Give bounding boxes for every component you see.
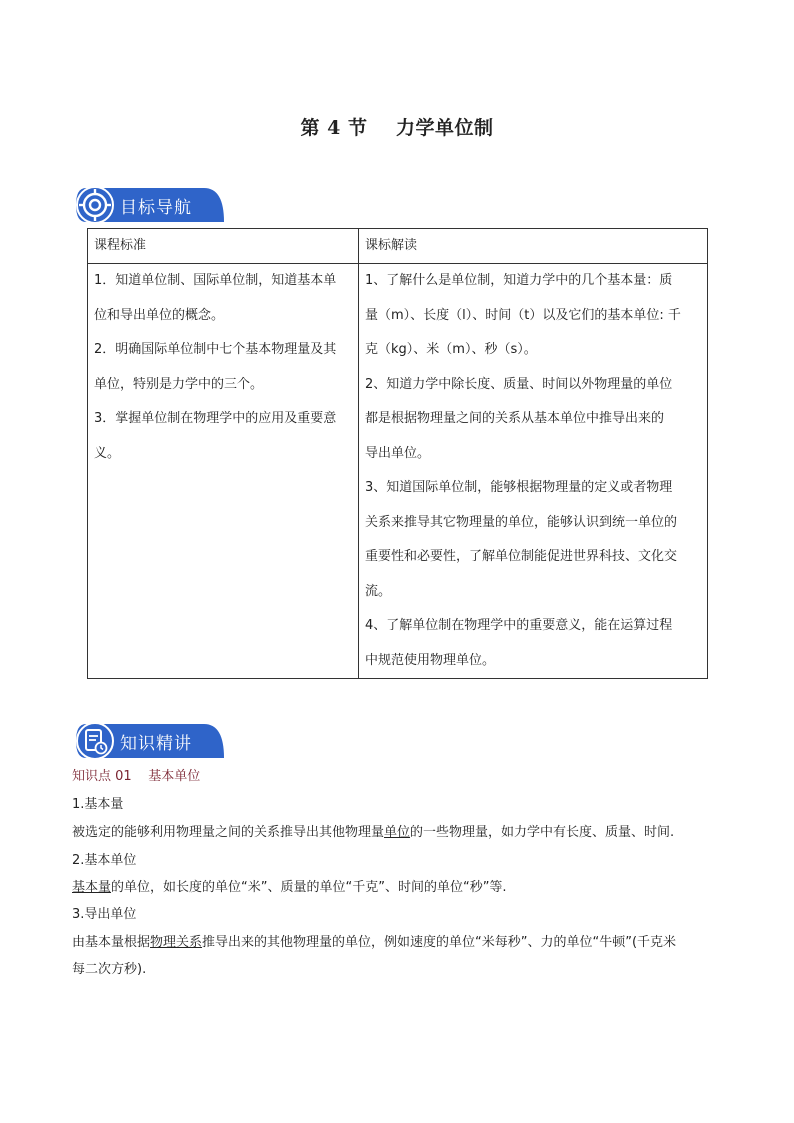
standard-line: 2．明确国际单位制中七个基本物理量及其 xyxy=(94,342,337,357)
standard-line: 3．掌握单位制在物理学中的应用及重要意 xyxy=(94,411,337,426)
interpretation-line: 1、了解什么是单位制，知道力学中的几个基本量：质 xyxy=(365,273,673,288)
page-title: 第 4 节 力学单位制 xyxy=(300,117,494,139)
document-clock-icon xyxy=(76,722,114,760)
knowledge-point-title: 知识点 01 基本单位 xyxy=(72,769,201,784)
section-3-title: 3.导出单位 xyxy=(72,907,137,922)
interpretation-line: 2、知道力学中除长度、质量、时间以外物理量的单位 xyxy=(365,376,673,392)
text-run: 由基本量根据 xyxy=(72,935,151,950)
text-run: 的单位，如长度的单位“米”、质量的单位“千克”、时间的单位“秒”等. xyxy=(111,880,507,895)
interpretation-line: 4、了解单位制在物理学中的重要意义，能在运算过程 xyxy=(365,618,673,633)
text-run: 被选定的能够利用物理量之间的关系推导出其他物理量 xyxy=(72,825,385,840)
standard-line: 位和导出单位的概念。 xyxy=(94,307,225,323)
goals-banner-label: 目标导航 xyxy=(120,198,192,218)
section-3-body-cont: 每二次方秒). xyxy=(72,962,147,977)
goals-banner xyxy=(76,186,224,224)
knowledge-banner-label: 知识精讲 xyxy=(120,734,192,754)
standard-line: 单位，特别是力学中的三个。 xyxy=(94,376,264,392)
interpretation-line: 流。 xyxy=(365,583,392,599)
interpretation-line: 重要性和必要性，了解单位制能促进世界科技、文化交 xyxy=(365,549,678,564)
interpretation-line: 导出单位。 xyxy=(365,445,431,461)
interpretation-line: 中规范使用物理单位。 xyxy=(365,652,496,668)
underlined-term: 物理关系 xyxy=(150,935,203,950)
section-3-body xyxy=(72,931,676,950)
interpretation-line: 都是根据物理量之间的关系从基本单位中推导出来的 xyxy=(365,411,665,426)
table-header-row xyxy=(88,229,708,264)
section-2-body xyxy=(72,876,507,895)
section-2-title: 2.基本单位 xyxy=(72,853,137,868)
interpretation-cell xyxy=(359,264,708,679)
course-standards-table xyxy=(87,228,708,679)
knowledge-banner xyxy=(76,722,224,760)
standard-line: 义。 xyxy=(94,445,121,461)
interpretation-line: 3、知道国际单位制，能够根据物理量的定义或者物理 xyxy=(365,480,673,495)
table-header-standard: 课程标准 xyxy=(88,229,359,264)
interpretation-line: 关系来推导其它物理量的单位，能够认识到统一单位的 xyxy=(365,514,678,530)
table-header-interpretation: 课标解读 xyxy=(359,229,708,264)
text-run: 的一些物理量，如力学中有长度、质量、时间. xyxy=(410,825,675,840)
underlined-term: 单位 xyxy=(384,825,411,840)
text-run: 推导出来的其他物理量的单位，例如速度的单位“米每秒”、力的单位“牛顿”(千克米 xyxy=(202,935,677,950)
section-1-body xyxy=(72,821,674,840)
standard-cell xyxy=(88,264,359,679)
underlined-term: 基本量 xyxy=(72,880,112,895)
target-icon xyxy=(76,186,114,224)
section-1-title: 1.基本量 xyxy=(72,797,124,812)
interpretation-line: 量（m）、长度（l）、时间（t）以及它们的基本单位: 千 xyxy=(365,307,681,323)
interpretation-line: 克（kg）、米（m）、秒（s）。 xyxy=(365,342,537,357)
table-row xyxy=(88,264,708,679)
standard-line: 1．知道单位制、国际单位制，知道基本单 xyxy=(94,273,337,288)
